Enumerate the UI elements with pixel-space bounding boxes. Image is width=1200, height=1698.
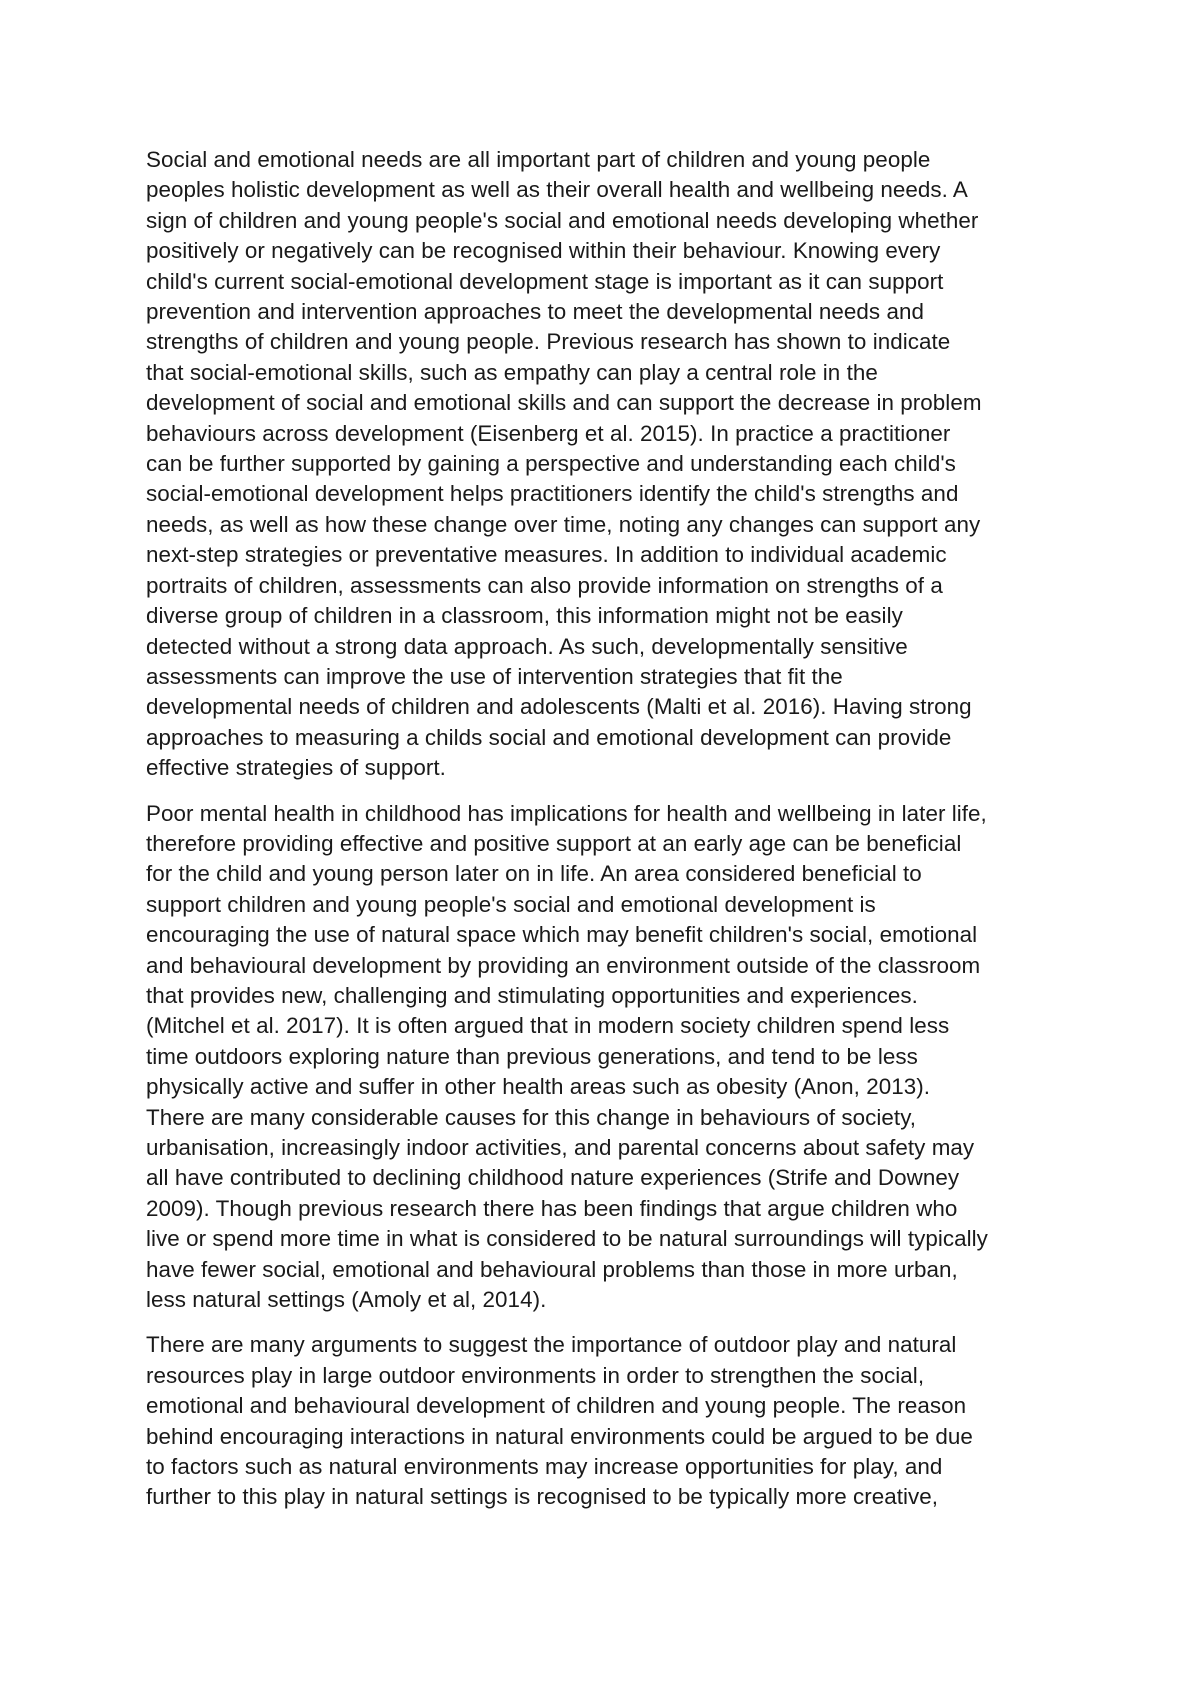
text-line: behind encouraging interactions in natural environments could be argued to be due (146, 1423, 973, 1449)
text-line: portraits of children, assessments can also provide information on strengths of a (146, 572, 943, 598)
text-line: time outdoors exploring nature than previous generations, and tend to be less (146, 1043, 918, 1069)
text-line: have fewer social, emotional and behavioural problems than those in more urban, (146, 1256, 958, 1282)
text-line: strengths of children and young people. Previous research has shown to indicate (146, 329, 951, 355)
text-line: (Mitchel et al. 2017). It is often argued that in modern society children spend less (146, 1013, 950, 1039)
text-line: development of social and emotional skills and can support the decrease in problem (146, 390, 982, 416)
text-line: approaches to measuring a childs social and emotional development can provide (146, 724, 952, 750)
text-line: further to this play in natural settings is recognised to be typically more creative, (146, 1484, 939, 1510)
text-line: all have contributed to declining childhood nature experiences (Strife and Downey (146, 1165, 960, 1191)
text-line: There are many arguments to suggest the importance of outdoor play and natural (146, 1332, 957, 1358)
text-line: needs, as well as how these change over time, noting any changes can support any (146, 511, 981, 537)
text-line: encouraging the use of natural space which may benefit children's social, emotional (146, 922, 978, 948)
text-line: diverse group of children in a classroom, this information might not be easily (146, 603, 903, 629)
text-line: live or spend more time in what is considered to be natural surroundings will typically (146, 1226, 988, 1252)
text-line: for the child and young person later on in life. An area considered beneficial to (146, 861, 922, 887)
text-line: and behavioural development by providing an environment outside of the classroom (146, 952, 981, 978)
text-line: physically active and suffer in other health areas such as obesity (Anon, 2013). (146, 1074, 930, 1100)
text-line: positively or negatively can be recognised within their behaviour. Knowing every (146, 238, 941, 264)
text-line: to factors such as natural environments may increase opportunities for play, and (146, 1454, 943, 1480)
text-line: detected without a strong data approach. As such, developmentally sensitive (146, 633, 908, 659)
text-line: peoples holistic development as well as their overall health and wellbeing needs. A (146, 177, 968, 203)
text-line: effective strategies of support. (146, 755, 446, 781)
paragraph (146, 1330, 1086, 1512)
text-line: developmental needs of children and adolescents (Malti et al. 2016). Having strong (146, 694, 972, 720)
text-line: Social and emotional needs are all important part of children and young people (146, 147, 931, 172)
text-line: behaviours across development (Eisenberg et al. 2015). In practice a practitioner (146, 420, 951, 446)
text-line: can be further supported by gaining a perspective and understanding each child's (146, 451, 956, 477)
text-line: emotional and behavioural development of children and young people. The reason (146, 1393, 967, 1419)
text-line: that social-emotional skills, such as empathy can play a central role in the (146, 359, 878, 385)
text-line: assessments can improve the use of intervention strategies that fit the (146, 663, 843, 689)
text-line: social-emotional development helps practitioners identify the child's strengths and (146, 481, 959, 507)
text-line: resources play in large outdoor environments in order to strengthen the social, (146, 1362, 925, 1388)
paragraph (146, 145, 1086, 784)
document-body (146, 145, 1086, 1528)
text-line: urbanisation, increasingly indoor activities, and parental concerns about safety may (146, 1135, 975, 1160)
paragraph (146, 799, 1086, 1316)
text-line: less natural settings (Amoly et al, 2014). (146, 1287, 547, 1313)
text-line: next-step strategies or preventative measures. In addition to individual academic (146, 542, 947, 568)
text-line: There are many considerable causes for this change in behaviours of society, (146, 1104, 917, 1130)
text-line: that provides new, challenging and stimulating opportunities and experiences. (146, 982, 918, 1008)
text-line: Poor mental health in childhood has implications for health and wellbeing in later life, (146, 800, 987, 826)
text-line: sign of children and young people's social and emotional needs developing whether (146, 207, 979, 233)
text-line: prevention and intervention approaches to meet the developmental needs and (146, 299, 924, 325)
text-line: support children and young people's social and emotional development is (146, 891, 876, 917)
text-line: therefore providing effective and positive support at an early age can be beneficial (146, 830, 962, 856)
text-line: child's current social-emotional development stage is important as it can support (146, 268, 944, 294)
text-line: 2009). Though previous research there has been findings that argue children who (146, 1195, 958, 1221)
